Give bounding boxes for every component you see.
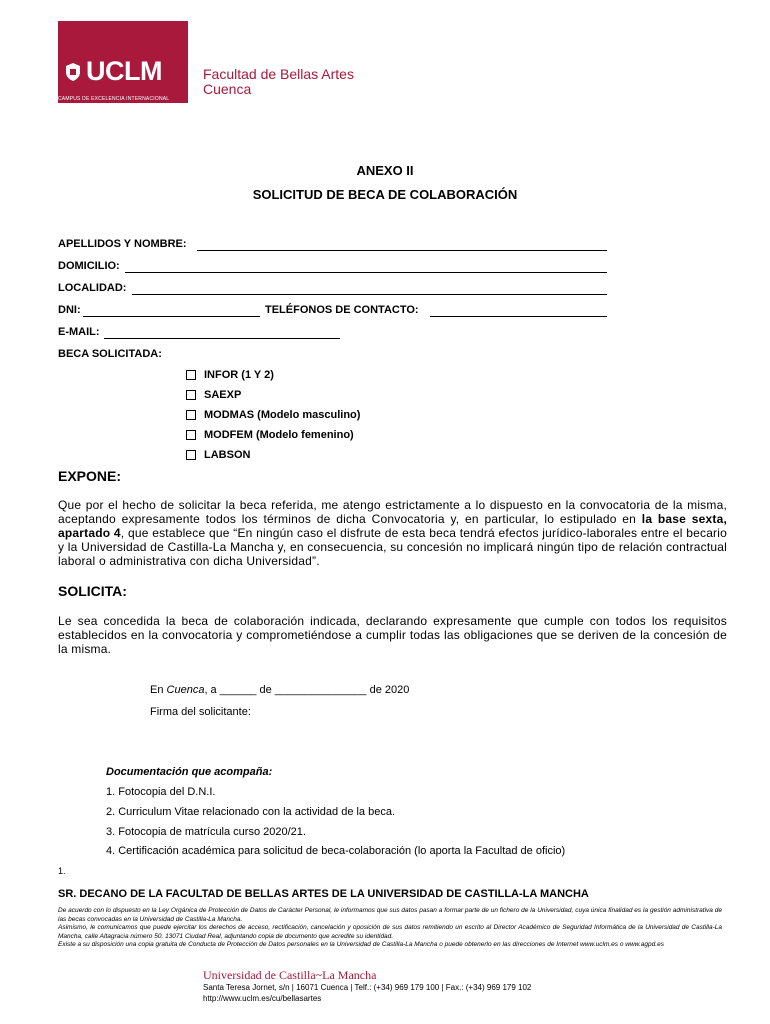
checkbox[interactable]: [186, 410, 196, 420]
localidad-field[interactable]: [132, 294, 607, 295]
doc-item: 1. Fotocopia del D.N.I.: [106, 786, 216, 798]
document-title: SOLICITUD DE BECA DE COLABORACIÓN: [252, 187, 518, 202]
place-date: [150, 684, 409, 696]
solicita-text: Le sea concedida la beca de colaboración indicada, declarando expresamente que cumple con todos los requisitos establecidos en la convocatoria y comprometiéndose a cumplir todas las obligaciones que se deriven de la concesión de la misma.: [58, 614, 727, 656]
place-city: Cuenca: [166, 684, 205, 696]
expone-text-bold: la base sexta, apartado 4: [58, 512, 727, 540]
expone-text: [58, 498, 727, 568]
faculty-name: [203, 67, 354, 97]
logo-text: UCLM: [86, 56, 162, 86]
option-modmas[interactable]: [186, 408, 360, 422]
checkbox[interactable]: [186, 370, 196, 380]
faculty-line1: Facultad de Bellas Artes: [203, 66, 354, 82]
footer-address-block: [203, 982, 531, 1004]
option-label: MODFEM (Modelo femenino): [204, 429, 354, 441]
legal-notice: [58, 907, 722, 950]
expone-text-part1: Que por el hecho de solicitar la beca referida, me atengo estrictamente a lo dispuesto en la convocatoria de la misma, aceptando expresamente todos los términos de dicha Convocatoria y, en particular, lo estipulado en: [58, 498, 727, 526]
legal-p3: Existe a su disposición una copia gratuita de Conducta de Protección de Datos personales en la Universidad de Castilla-La Mancha o puede obtenerlo en las direcciones de Internet www.uclm.es o www.agpd.es: [58, 941, 664, 948]
telefonos-label: TELÉFONOS DE CONTACTO:: [265, 304, 419, 316]
doc-item: 2. Curriculum Vitae relacionado con la actividad de la beca.: [106, 806, 396, 818]
footer-address: Santa Teresa Jornet, s/n | 16071 Cuenca | Telf.: (+34) 969 179 100 | Fax.: (+34) 969 179 102: [203, 983, 532, 992]
checkbox[interactable]: [186, 390, 196, 400]
faculty-line2: Cuenca: [203, 81, 252, 97]
option-label: SAEXP: [204, 389, 242, 401]
checkbox[interactable]: [186, 450, 196, 460]
localidad-label: LOCALIDAD:: [58, 282, 127, 294]
doc-item: 3. Fotocopia de matrícula curso 2020/21.: [106, 826, 306, 838]
doc-item: 4. Certificación académica para solicitud de beca-colaboración (lo aporta la Facultad de oficio): [106, 845, 566, 857]
option-label: INFOR (1 Y 2): [204, 369, 274, 381]
apellidos-field[interactable]: [197, 250, 607, 251]
option-label: MODMAS (Modelo masculino): [204, 409, 361, 421]
stray-number: 1.: [58, 866, 66, 876]
option-saexp[interactable]: [186, 388, 241, 402]
beca-label: BECA SOLICITADA:: [58, 348, 162, 360]
email-label: E-MAIL:: [58, 326, 100, 338]
annex-title: ANEXO II: [356, 163, 414, 178]
dni-label: DNI:: [58, 304, 81, 316]
footer-university: Universidad de Castilla~La Mancha: [203, 968, 377, 982]
domicilio-field[interactable]: [125, 272, 607, 273]
date-line: , a ______ de _______________ de 2020: [204, 684, 410, 696]
legal-p2: Asimismo, le comunicamos que puede ejercitar los derechos de acceso, rectificación, cancelación y oposición de sus datos remitiendo un escrito al Director Académico de Seguridad Informática de la Universidad de Castilla-La Mancha, calle Altagracia número 50. 13071 Ciudad Real, adjuntando copia de documento que acredite su identidad.: [58, 924, 722, 940]
dni-field[interactable]: [83, 316, 260, 317]
option-modfem[interactable]: [186, 428, 354, 442]
option-labson[interactable]: [186, 448, 250, 462]
email-field[interactable]: [104, 338, 340, 339]
domicilio-label: DOMICILIO:: [58, 260, 120, 272]
apellidos-label: APELLIDOS Y NOMBRE:: [58, 238, 187, 250]
docs-heading: Documentación que acompaña:: [106, 766, 273, 778]
expone-heading: EXPONE:: [58, 468, 122, 484]
place-en: En: [150, 684, 167, 696]
telefonos-field[interactable]: [430, 316, 607, 317]
checkbox[interactable]: [186, 430, 196, 440]
firma-label: Firma del solicitante:: [150, 706, 251, 718]
expone-text-part2: , que establece que “En ningún caso el disfrute de esta beca tendrá efectos jurídico-laborales entre el becario y la Universidad de Castilla-La Mancha y, en consecuencia, su concesión no implicará ningún tipo de relación contractual laboral o administrativa con dicha Universidad”.: [58, 526, 727, 568]
legal-p1: De acuerdo con lo dispuesto en la Ley Orgánica de Protección de Datos de Carácter Personal, le informamos que sus datos pasan a formar parte de un fichero de la Universidad, cuya única finalidad es la gestión administrativa de las becas convocadas en la Universidad de Castilla-La Mancha.: [58, 907, 722, 923]
solicita-heading: SOLICITA:: [58, 583, 127, 599]
addressee: SR. DECANO DE LA FACULTAD DE BELLAS ARTES DE LA UNIVERSIDAD DE CASTILLA-LA MANCHA: [58, 888, 589, 900]
logo-subtitle: CAMPUS DE EXCELENCIA INTERNACIONAL: [58, 96, 170, 102]
option-label: LABSON: [204, 449, 251, 461]
uclm-emblem-icon: [64, 62, 82, 82]
option-infor[interactable]: [186, 368, 274, 382]
footer-url[interactable]: http://www.uclm.es/cu/bellasartes: [203, 994, 322, 1003]
